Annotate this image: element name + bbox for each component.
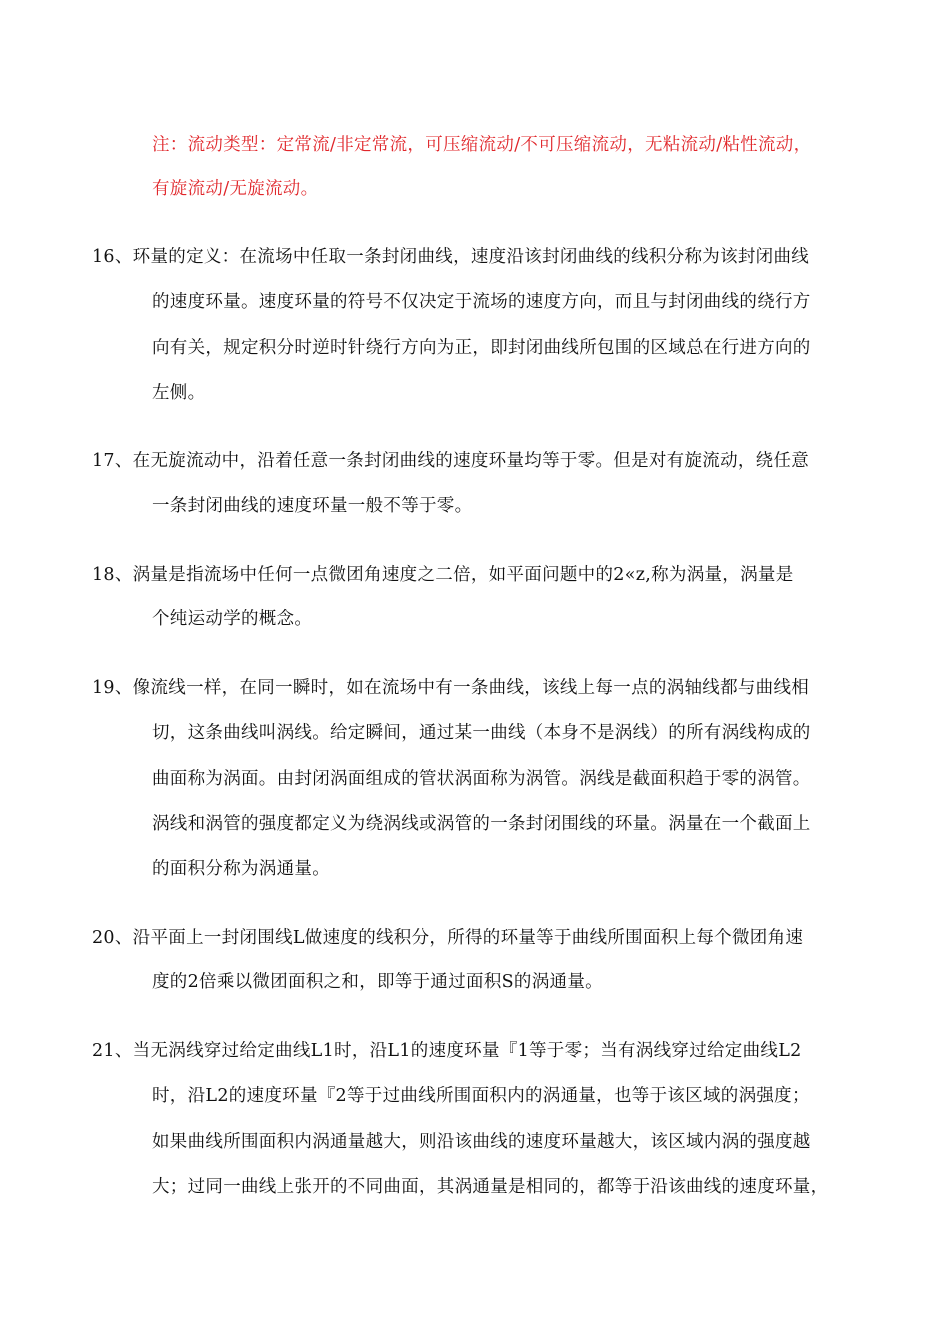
item-19-line-5: 的面积分称为涡通量。 bbox=[152, 859, 330, 879]
item-20-line-1: 20、沿平面上一封闭围线L做速度的线积分，所得的环量等于曲线所围面积上每个微团角速 bbox=[92, 928, 804, 948]
item-17-line-1: 17、在无旋流动中，沿着任意一条封闭曲线的速度环量均等于零。但是对有旋流动，绕任意 bbox=[92, 451, 810, 471]
item-19-line-1: 19、像流线一样，在同一瞬时，如在流场中有一条曲线，该线上每一点的涡轴线都与曲线相 bbox=[92, 678, 810, 698]
item-19-line-3: 曲面称为涡面。由封闭涡面组成的管状涡面称为涡管。涡线是截面积趋于零的涡管。 bbox=[152, 769, 811, 789]
item-21-line-3: 如果曲线所围面积内涡通量越大，则沿该曲线的速度环量越大，该区域内涡的强度越 bbox=[152, 1132, 811, 1152]
item-19-line-4: 涡线和涡管的强度都定义为绕涡线或涡管的一条封闭围线的环量。涡量在一个截面上 bbox=[152, 814, 811, 834]
item-18-line-2: 个纯运动学的概念。 bbox=[152, 609, 313, 629]
item-21-line-1: 21、当无涡线穿过给定曲线L1时，沿L1的速度环量『1等于零；当有涡线穿过给定曲线L2 bbox=[92, 1041, 802, 1061]
note-line-1: 注：流动类型：定常流/非定常流，可压缩流动/不可压缩流动，无粘流动/粘性流动， bbox=[152, 135, 812, 155]
item-17-line-2: 一条封闭曲线的速度环量一般不等于零。 bbox=[152, 496, 473, 516]
item-16-line-2: 的速度环量。速度环量的符号不仅决定于流场的速度方向，而且与封闭曲线的绕行方 bbox=[152, 292, 811, 312]
item-20-line-2: 度的2倍乘以微团面积之和，即等于通过面积S的涡通量。 bbox=[152, 972, 603, 992]
item-21-line-4: 大；过同一曲线上张开的不同曲面，其涡通量是相同的，都等于沿该曲线的速度环量， bbox=[152, 1177, 829, 1197]
item-16-line-3: 向有关，规定积分时逆时针绕行方向为正，即封闭曲线所包围的区域总在行进方向的 bbox=[152, 338, 811, 358]
item-19-line-2: 切，这条曲线叫涡线。给定瞬间，通过某一曲线（本身不是涡线）的所有涡线构成的 bbox=[152, 723, 811, 743]
item-21-line-2: 时，沿L2的速度环量『2等于过曲线所围面积内的涡通量，也等于该区域的涡强度； bbox=[152, 1086, 810, 1106]
item-16-line-1: 16、环量的定义：在流场中任取一条封闭曲线，速度沿该封闭曲线的线积分称为该封闭曲线 bbox=[92, 247, 810, 267]
item-16-line-4: 左侧。 bbox=[152, 383, 206, 403]
item-18-line-1: 18、涡量是指流场中任何一点微团角速度之二倍，如平面问题中的2«z,称为涡量，涡量是 bbox=[92, 565, 794, 585]
note-line-2: 有旋流动/无旋流动。 bbox=[152, 179, 319, 199]
